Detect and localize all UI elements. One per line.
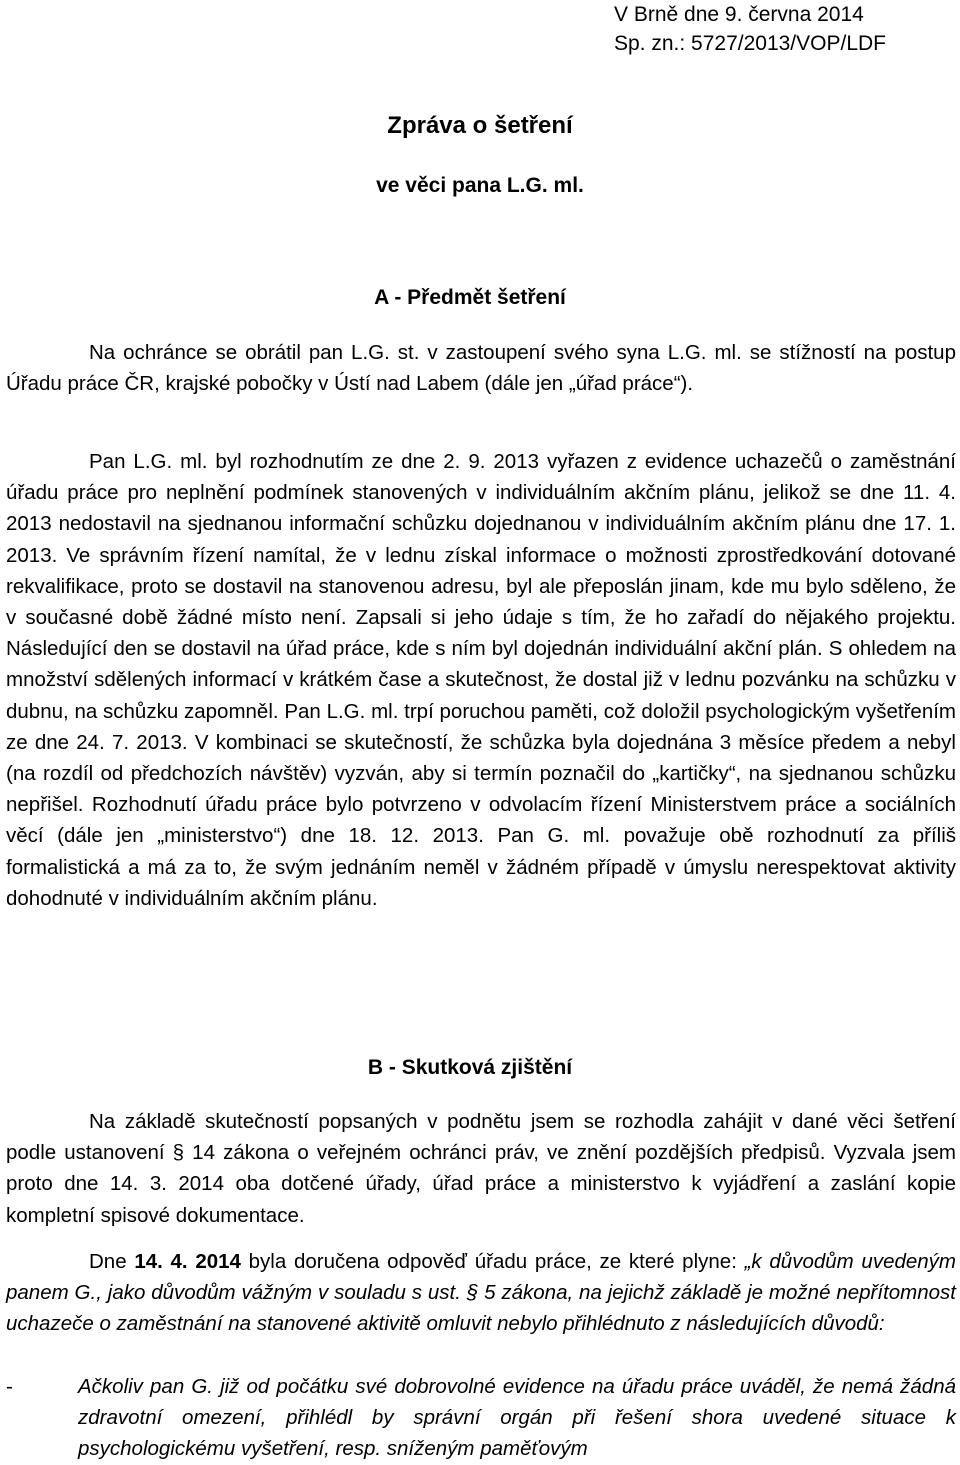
p2-quote: „k důvodům uvedeným panem G., jako důvodům vážným v souladu s ust. § 5 zákona, na jejichž základě je možné nepřítomnost uchazeče o zaměstnání na stanovené aktivitě omluvit nebylo přihlédnuto z následujících důvodů:	[6, 1250, 957, 1336]
list-dash: -	[6, 1375, 13, 1398]
section-b-heading: B - Skutková zjištění	[367, 1056, 573, 1079]
document-subtitle: ve věci pana L.G. ml.	[376, 174, 584, 197]
file-reference: Sp. zn.: 5727/2013/VOP/LDF	[614, 32, 886, 55]
date-line: V Brně dne 9. června 2014	[614, 3, 864, 26]
section-b-paragraph-1: Na základě skutečností popsaných v podnětu jsem se rozhodla zahájit v dané věci šetření podle ustanovení § 14 zákona o veřejném ochránci práv, ve znění pozdějších předpisů. Vyzvala jsem proto dne 14. 3. 2014 oba dotčené úřady, úřad práce a ministerstvo k vyjádření a zaslání kopie kompletní spisové dokumentace.	[6, 1110, 956, 1227]
document-title: Zpráva o šetření	[387, 112, 573, 139]
section-a-paragraph-2: Pan L.G. ml. byl rozhodnutím ze dne 2. 9. 2013 vyřazen z evidence uchazečů o zaměstnání úřadu práce pro neplnění podmínek stanovených v individuálním akčním plánu, jelikož se dne 11. 4. 2013 nedostavil na sjednanou informační schůzku dojednanou v individuálním akčním plánu dne 17. 1. 2013. Ve správním řízení namítal, že v lednu získal informace o možnosti zprostředkování dotované rekvalifikace, proto se dostavil na stanovenou adresu, byl ale přeposlán jinam, kde mu bylo sděleno, že v současné době žádné místo není. Zapsali si jeho údaje s tím, že ho zařadí do nějakého projektu. Následující den se dostavil na úřad práce, kde s ním byl dojednán individuální akční plán. S ohledem na množství sdělených informací v krátkém čase a skutečnost, že dostal již v lednu pozvánku na schůzku v dubnu, na schůzku zapomněl. Pan L.G. ml. trpí poruchou paměti, což doložil psychologickým vyšetřením ze dne 24. 7. 2013. V kombinaci se skutečností, že schůzka byla dojednána 3 měsíce předem a nebyl (na rozdíl od předchozích návštěv) vyzván, aby si termín poznačil do „kartičky“, na sjednanou schůzku nepřišel. Rozhodnutí úřadu práce bylo potvrzeno v odvolacím řízení Ministerstvem práce a sociálních věcí (dále jen „ministerstvo“) dne 18. 12. 2013. Pan G. ml. považuje obě rozhodnutí za příliš formalistická a má za to, že svým jednáním neměl v žádném případě v úmyslu nerespektovat aktivity dohodnuté v individuálním akčním plánu.	[6, 450, 956, 910]
section-b-paragraph-2	[6, 1246, 956, 1340]
list-item: Ačkoliv pan G. již od počátku své dobrovolné evidence na úřadu práce uváděl, že nemá žádná zdravotní omezení, přihlédl by správní orgán při řešení shora uvedené situace k psychologickému vyšetření, resp. sníženým paměťovým	[78, 1375, 956, 1461]
document-header	[614, 0, 886, 58]
section-a-heading: A - Předmět šetření	[374, 286, 566, 309]
p2-middle: byla doručena odpověď úřadu práce, ze které plyne:	[240, 1250, 745, 1273]
p2-prefix: Dne	[89, 1250, 135, 1273]
p2-date: 14. 4. 2014	[134, 1250, 241, 1273]
section-a-paragraph-1: Na ochránce se obrátil pan L.G. st. v zastoupení svého syna L.G. ml. se stížností na postup Úřadu práce ČR, krajské pobočky v Ústí nad Labem (dále jen „úřad práce“).	[6, 341, 956, 396]
